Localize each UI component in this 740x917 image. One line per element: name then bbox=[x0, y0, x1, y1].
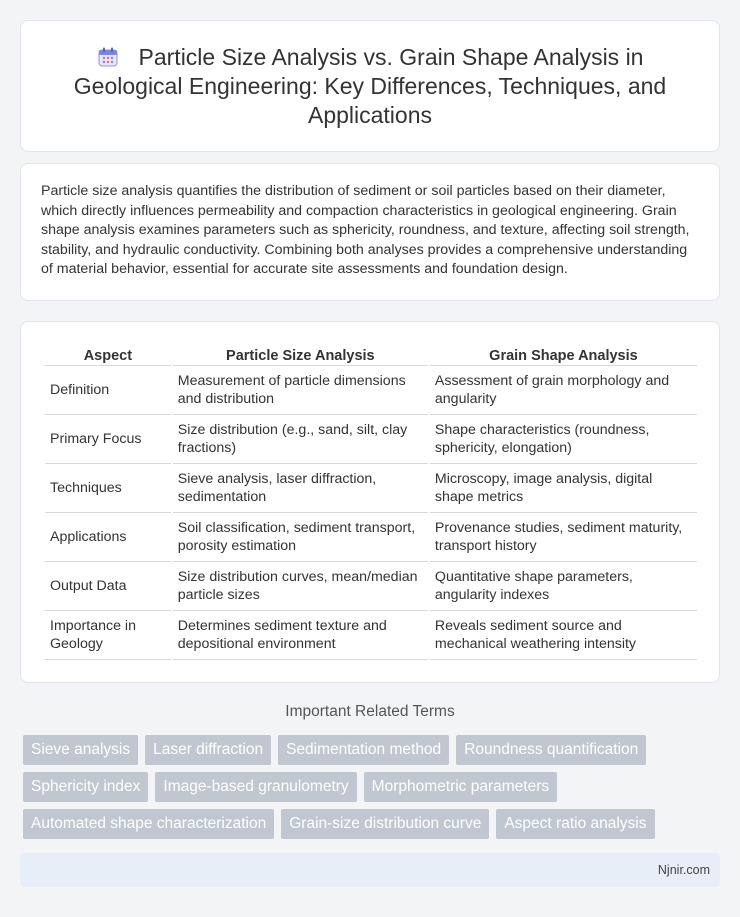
summary-text: Particle size analysis quantifies the distribution of sediment or soil particles based on their diameter, which directly influences permeability and compaction characteristics in geological engineering. Grain shape analysis examines parameters such as sphericity, roundness, and texture, affecting soil strength, stability, and hydraulic conductivity. Combining both analyses provides a comprehensive understanding of material behavior, essential for accurate site assessments and foundation design. bbox=[41, 183, 690, 277]
table-cell-particle-size: Sieve analysis, laser diffraction, sedimentation bbox=[173, 464, 428, 513]
table-cell-aspect: Primary Focus bbox=[45, 415, 171, 464]
table-cell-grain-shape: Assessment of grain morphology and angularity bbox=[430, 366, 697, 415]
table-cell-aspect: Output Data bbox=[45, 562, 171, 611]
table-cell-particle-size: Soil classification, sediment transport, porosity estimation bbox=[173, 513, 428, 562]
page-title bbox=[51, 43, 689, 130]
table-cell-particle-size: Size distribution curves, mean/median particle sizes bbox=[173, 562, 428, 611]
table-row bbox=[45, 562, 697, 611]
table-cell-particle-size: Determines sediment texture and depositional environment bbox=[173, 611, 428, 660]
table-header-aspect: Aspect bbox=[45, 342, 171, 366]
table-cell-grain-shape: Shape characteristics (roundness, sphericity, elongation) bbox=[430, 415, 697, 464]
table-header-row bbox=[45, 342, 697, 366]
comparison-table bbox=[43, 342, 699, 660]
related-term-tag[interactable]: Laser diffraction bbox=[145, 735, 271, 765]
table-cell-aspect: Definition bbox=[45, 366, 171, 415]
related-terms-list bbox=[23, 735, 723, 839]
related-term-tag[interactable]: Aspect ratio analysis bbox=[496, 809, 654, 839]
table-row bbox=[45, 415, 697, 464]
table-header-grain-shape: Grain Shape Analysis bbox=[430, 342, 697, 366]
table-row bbox=[45, 366, 697, 415]
table-cell-particle-size: Size distribution (e.g., sand, silt, clay fractions) bbox=[173, 415, 428, 464]
title-card bbox=[20, 20, 720, 152]
related-term-tag[interactable]: Roundness quantification bbox=[456, 735, 646, 765]
summary-card bbox=[20, 163, 720, 301]
table-cell-grain-shape: Microscopy, image analysis, digital shape metrics bbox=[430, 464, 697, 513]
page-title-text: Particle Size Analysis vs. Grain Shape Analysis in Geological Engineering: Key Differences, Techniques, and Applications bbox=[73, 44, 667, 128]
footer bbox=[20, 853, 720, 887]
footer-site-link[interactable]: Njnir.com bbox=[657, 863, 710, 877]
table-cell-grain-shape: Reveals sediment source and mechanical weathering intensity bbox=[430, 611, 697, 660]
related-term-tag[interactable]: Automated shape characterization bbox=[23, 809, 274, 839]
related-term-tag[interactable]: Sedimentation method bbox=[278, 735, 449, 765]
related-terms-heading: Important Related Terms bbox=[285, 703, 455, 720]
related-term-tag[interactable]: Grain-size distribution curve bbox=[281, 809, 489, 839]
table-header-particle-size: Particle Size Analysis bbox=[173, 342, 428, 366]
table-row bbox=[45, 464, 697, 513]
related-term-tag[interactable]: Sieve analysis bbox=[23, 735, 138, 765]
table-row bbox=[45, 513, 697, 562]
related-term-tag[interactable]: Morphometric parameters bbox=[364, 772, 557, 802]
related-term-tag[interactable]: Image-based granulometry bbox=[155, 772, 356, 802]
table-cell-aspect: Techniques bbox=[45, 464, 171, 513]
table-cell-grain-shape: Quantitative shape parameters, angularity indexes bbox=[430, 562, 697, 611]
comparison-table-card bbox=[20, 321, 720, 683]
calendar-icon bbox=[97, 46, 119, 68]
table-cell-grain-shape: Provenance studies, sediment maturity, transport history bbox=[430, 513, 697, 562]
related-term-tag[interactable]: Sphericity index bbox=[23, 772, 148, 802]
table-cell-particle-size: Measurement of particle dimensions and distribution bbox=[173, 366, 428, 415]
table-row bbox=[45, 611, 697, 660]
table-cell-aspect: Importance in Geology bbox=[45, 611, 171, 660]
table-cell-aspect: Applications bbox=[45, 513, 171, 562]
